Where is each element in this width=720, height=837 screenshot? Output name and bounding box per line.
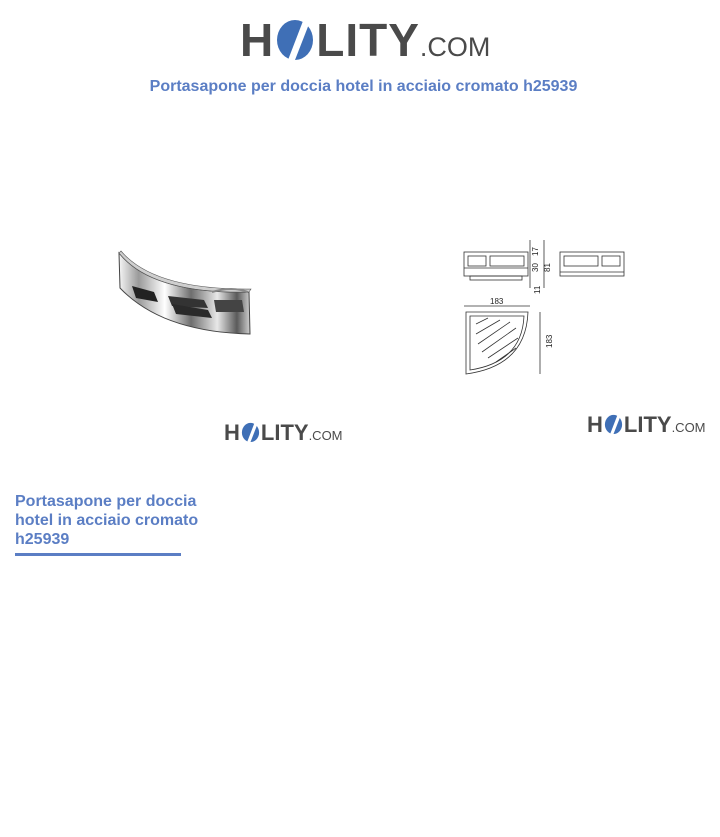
logo-text-lity: LITY xyxy=(623,412,672,437)
photo-watermark-logo xyxy=(224,418,343,446)
product-photo[interactable] xyxy=(112,246,257,342)
dim-height-mid: 30 xyxy=(531,263,540,272)
dim-width: 183 xyxy=(490,297,504,306)
product-caption: Portasapone per doccia hotel in acciaio cromato h25939 xyxy=(15,493,199,548)
dim-height-total: 81 xyxy=(543,263,552,272)
logo-text-lity: LITY xyxy=(260,420,309,445)
site-logo[interactable] xyxy=(240,10,490,67)
dim-height-bottom: 11 xyxy=(533,285,542,294)
logo-text-lity: LITY xyxy=(316,14,420,66)
page-title: Portasapone per doccia hotel in acciaio cromato h25939 xyxy=(149,78,578,95)
logo-text-h: H xyxy=(587,412,603,437)
logo-o-icon xyxy=(241,421,260,443)
caption-underline xyxy=(15,553,181,556)
logo-text-h: H xyxy=(240,14,275,66)
drawing-watermark-logo xyxy=(587,410,706,438)
dim-height-top: 17 xyxy=(531,247,540,256)
logo-o-icon xyxy=(604,413,623,435)
logo-text-com: .COM xyxy=(308,428,343,443)
logo-text-com: .COM xyxy=(671,420,706,435)
logo-text-h: H xyxy=(224,420,240,445)
technical-drawing[interactable] xyxy=(458,234,633,384)
dim-depth: 183 xyxy=(545,334,554,348)
logo-o-icon xyxy=(276,16,314,62)
logo-text-com: .COM xyxy=(419,32,491,62)
